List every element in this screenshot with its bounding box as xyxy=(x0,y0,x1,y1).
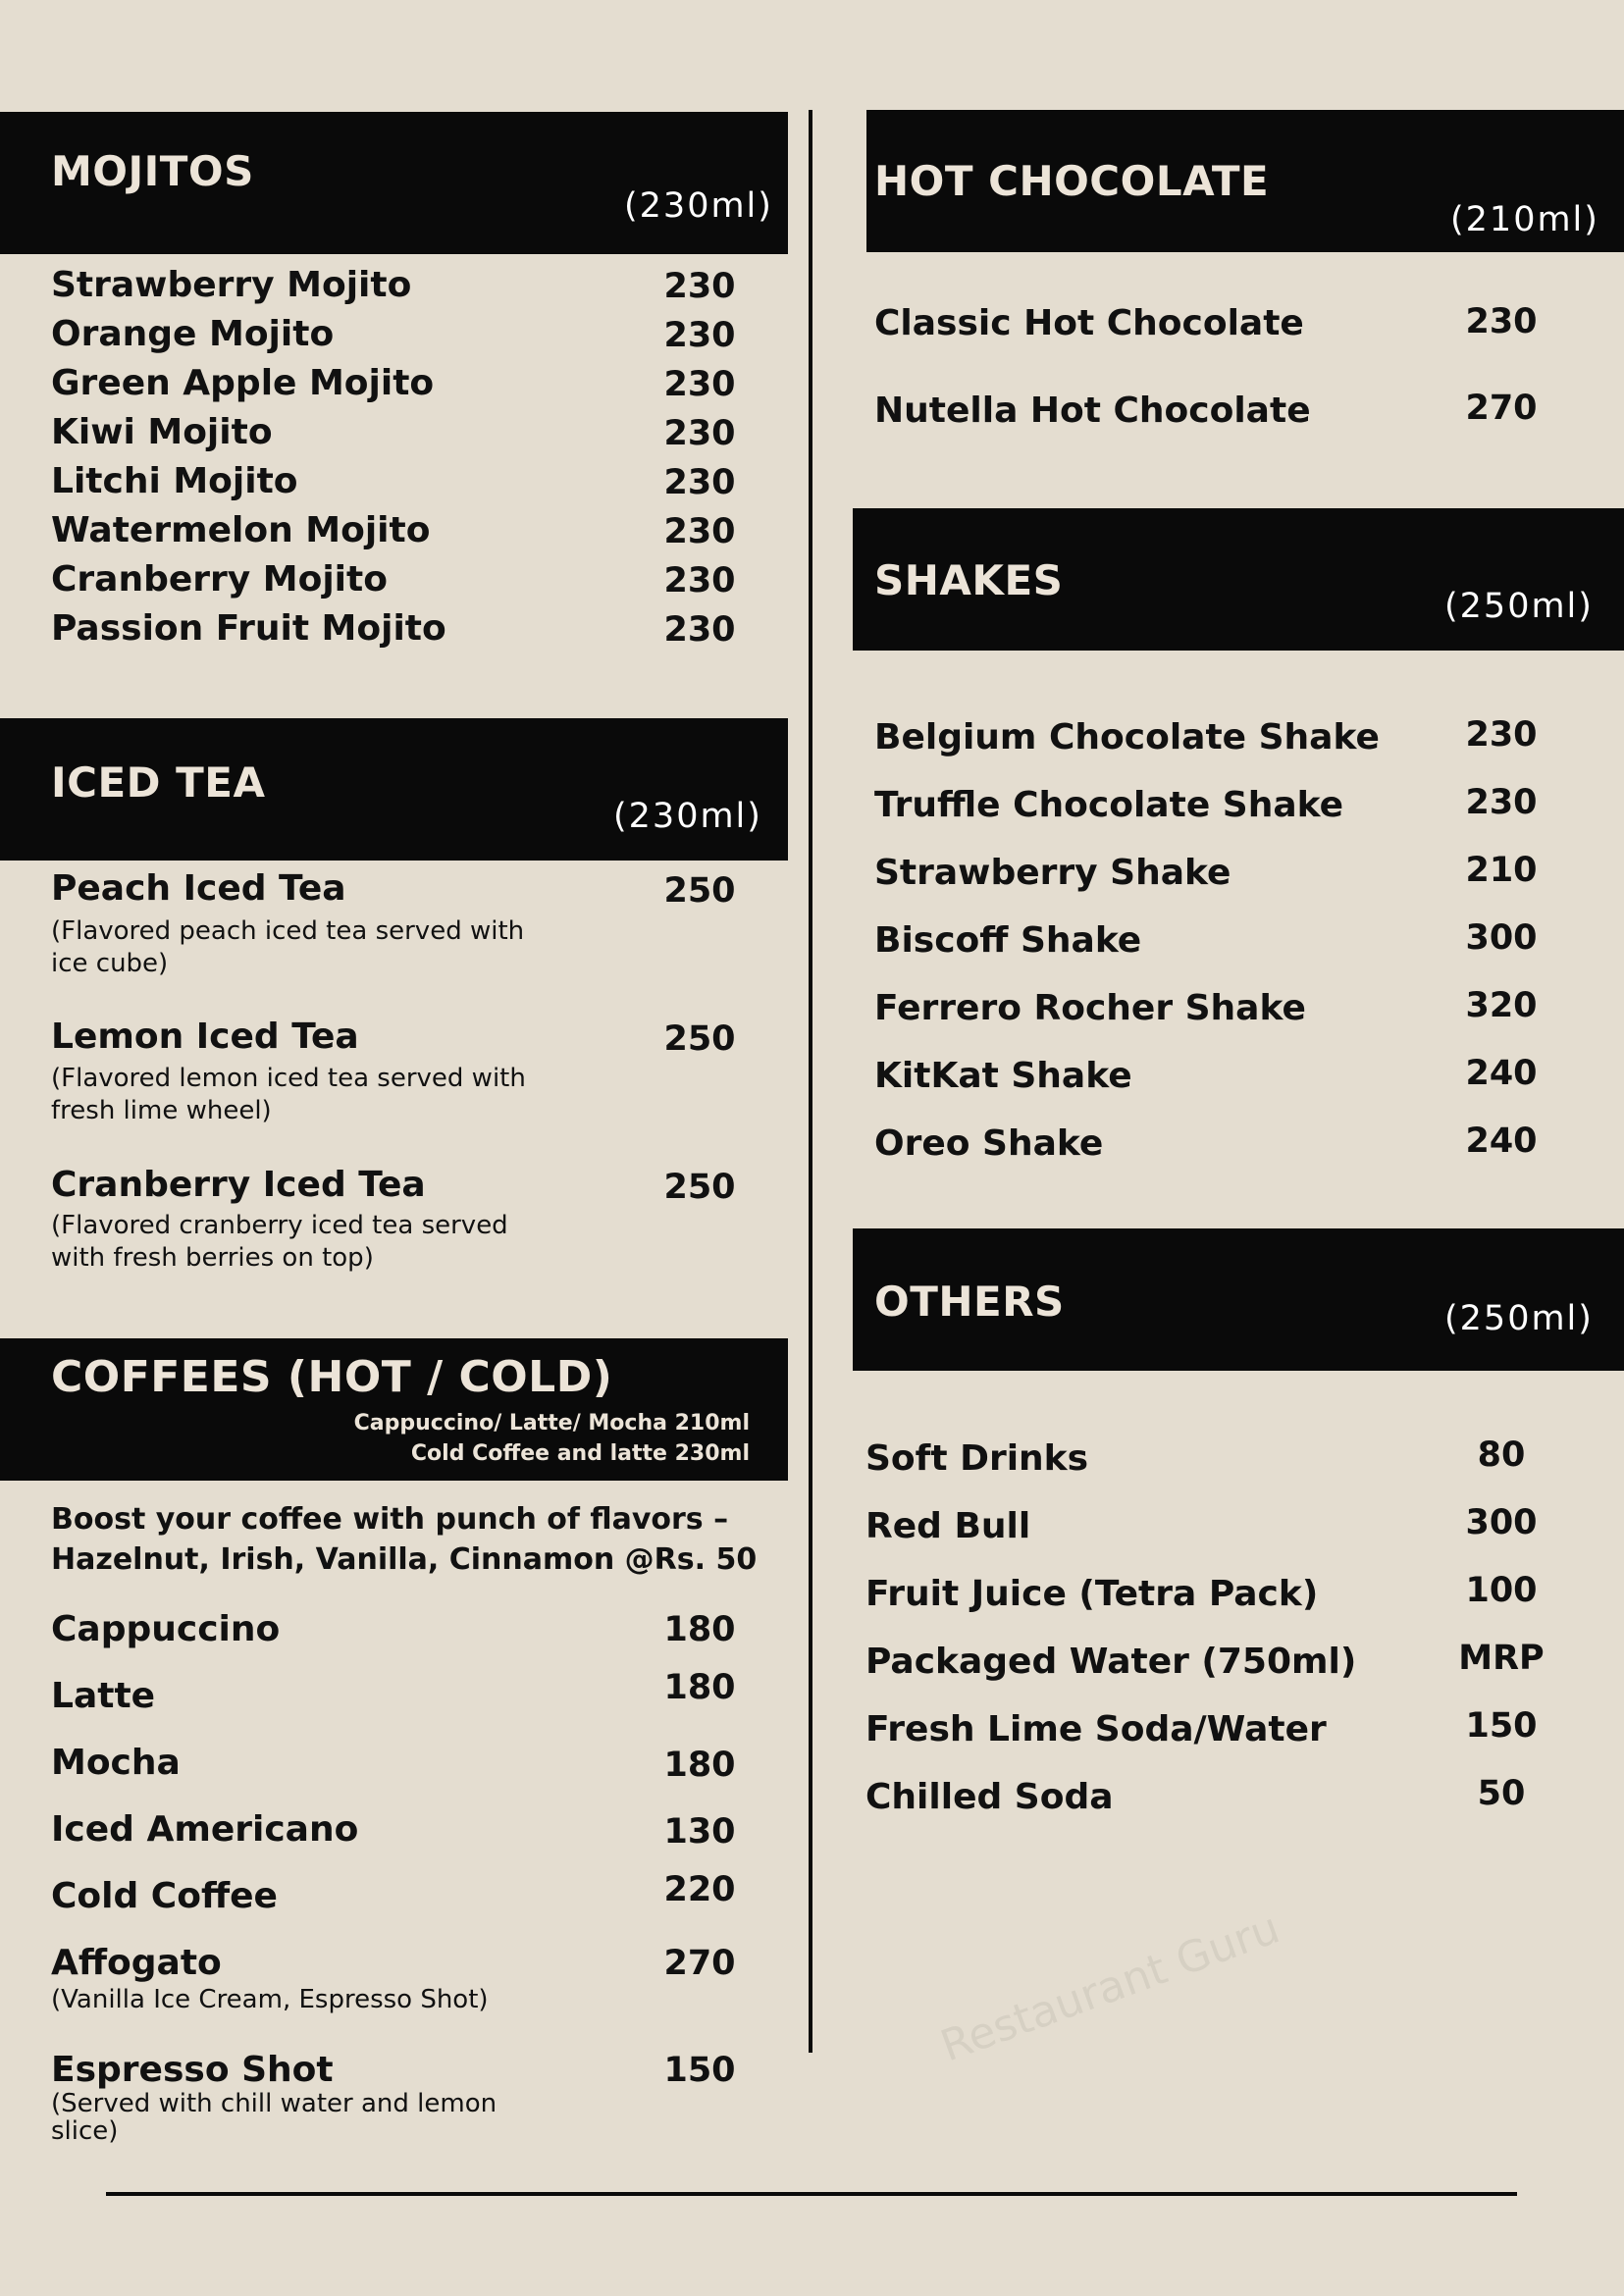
section-size: (210ml) xyxy=(1450,200,1599,239)
menu-item-price: 320 xyxy=(1465,986,1538,1025)
menu-item-name: Affogato xyxy=(51,1943,222,1983)
menu-item-name: Lemon Iced Tea xyxy=(51,1017,359,1057)
menu-item-name: Cappuccino xyxy=(51,1609,281,1649)
section-title: SHAKES xyxy=(874,556,1064,604)
menu-item-name: Belgium Chocolate Shake xyxy=(874,717,1380,757)
menu-item-price: 250 xyxy=(663,1019,736,1059)
menu-item-price: 210 xyxy=(1465,851,1538,890)
menu-item-name: Biscoff Shake xyxy=(874,920,1142,961)
menu-item-price: 150 xyxy=(1465,1706,1538,1746)
menu-item-description: (Flavored lemon iced tea served with fresh lime wheel) xyxy=(51,1064,526,1125)
menu-item-name: Litchi Mojito xyxy=(51,461,298,501)
menu-item-name: Red Bull xyxy=(865,1506,1031,1546)
menu-item-price: 230 xyxy=(1465,302,1538,341)
menu-item-description: (Flavored peach iced tea served with ice cube) xyxy=(51,916,525,978)
menu-item-name: Cranberry Iced Tea xyxy=(51,1165,426,1205)
coffee-flavor-note: Boost your coffee with punch of flavors – Hazelnut, Irish, Vanilla, Cinnamon @Rs. 50 xyxy=(51,1502,758,1577)
section-title: OTHERS xyxy=(874,1278,1065,1326)
menu-item-name: Peach Iced Tea xyxy=(51,868,346,909)
menu-item-name: Latte xyxy=(51,1676,156,1716)
section-title: HOT CHOCOLATE xyxy=(874,157,1270,205)
menu-item-price: 230 xyxy=(663,316,736,355)
menu-item-price: 240 xyxy=(1465,1122,1538,1161)
menu-item-name: Truffle Chocolate Shake xyxy=(874,785,1344,825)
menu-item-name: Fruit Juice (Tetra Pack) xyxy=(865,1574,1319,1614)
watermark: Restaurant Guru xyxy=(934,1903,1286,2072)
menu-item-price: 230 xyxy=(663,561,736,600)
menu-item-name: Passion Fruit Mojito xyxy=(51,608,446,649)
menu-item-name: Nutella Hot Chocolate xyxy=(874,391,1311,431)
menu-item-name: Ferrero Rocher Shake xyxy=(874,988,1306,1028)
menu-item-name: Packaged Water (750ml) xyxy=(865,1642,1357,1682)
menu-item-price: 180 xyxy=(663,1610,736,1649)
menu-item-name: Chilled Soda xyxy=(865,1777,1114,1817)
section-size: (250ml) xyxy=(1444,587,1594,626)
menu-item-description: (Flavored cranberry iced tea served with fresh berries on top) xyxy=(51,1211,508,1273)
menu-item-price: 270 xyxy=(663,1944,736,1983)
menu-item-price: 230 xyxy=(663,267,736,306)
menu-item-name: KitKat Shake xyxy=(874,1056,1132,1096)
menu-item-price: 240 xyxy=(1465,1054,1538,1093)
section-title: COFFEES (HOT / COLD) xyxy=(51,1352,613,1402)
menu-item-description: (Served with chill water and lemon slice) xyxy=(51,2089,498,2146)
menu-item-name: Cold Coffee xyxy=(51,1876,278,1916)
bottom-rule xyxy=(106,2192,1517,2196)
menu-item-price: 300 xyxy=(1465,918,1538,958)
section-size: (250ml) xyxy=(1444,1299,1594,1338)
menu-item-name: Espresso Shot xyxy=(51,2050,334,2090)
menu-item-name: Watermelon Mojito xyxy=(51,510,431,550)
menu-item-price: 150 xyxy=(663,2051,736,2090)
menu-item-price: 180 xyxy=(663,1746,736,1785)
menu-item-name: Green Apple Mojito xyxy=(51,363,435,403)
menu-item-price: 250 xyxy=(663,1168,736,1207)
menu-item-price: 230 xyxy=(663,610,736,650)
menu-item-name: Iced Americano xyxy=(51,1809,359,1850)
section-title: MOJITOS xyxy=(51,147,254,195)
menu-item-price: 230 xyxy=(663,463,736,502)
menu-item-name: Oreo Shake xyxy=(874,1123,1104,1164)
menu-item-name: Strawberry Shake xyxy=(874,853,1231,893)
menu-item-name: Kiwi Mojito xyxy=(51,412,273,452)
menu-item-name: Soft Drinks xyxy=(865,1438,1089,1479)
coffees-size-note: Cappuccino/ Latte/ Mocha 210ml xyxy=(353,1411,750,1435)
menu-item-price: 250 xyxy=(663,871,736,911)
menu-item-price: 130 xyxy=(663,1812,736,1852)
menu-item-name: Classic Hot Chocolate xyxy=(874,303,1304,343)
menu-item-price: 100 xyxy=(1465,1571,1538,1610)
menu-item-price: 230 xyxy=(663,414,736,453)
menu-item-price: 230 xyxy=(663,365,736,404)
menu-item-price: 270 xyxy=(1465,389,1538,428)
menu-item-price: 180 xyxy=(663,1668,736,1707)
section-size: (230ml) xyxy=(613,797,762,836)
section-size: (230ml) xyxy=(624,186,773,226)
menu-item-price: 220 xyxy=(663,1870,736,1909)
menu-item-name: Cranberry Mojito xyxy=(51,559,388,600)
menu-item-price: 80 xyxy=(1477,1435,1526,1475)
menu-item-name: Orange Mojito xyxy=(51,314,335,354)
coffees-size-note: Cold Coffee and latte 230ml xyxy=(410,1441,750,1466)
menu-item-price: 230 xyxy=(1465,783,1538,822)
column-divider xyxy=(809,110,812,2053)
menu-item-price: 50 xyxy=(1477,1774,1526,1813)
menu-item-price: 230 xyxy=(663,512,736,551)
menu-item-description: (Vanilla Ice Cream, Espresso Shot) xyxy=(51,1985,489,2014)
menu-item-price: 230 xyxy=(1465,715,1538,755)
menu-item-price: 300 xyxy=(1465,1503,1538,1542)
menu-item-name: Mocha xyxy=(51,1743,181,1783)
section-title: ICED TEA xyxy=(51,758,266,807)
menu-item-price: MRP xyxy=(1458,1639,1545,1678)
menu-item-name: Fresh Lime Soda/Water xyxy=(865,1709,1327,1749)
menu-item-name: Strawberry Mojito xyxy=(51,265,412,305)
